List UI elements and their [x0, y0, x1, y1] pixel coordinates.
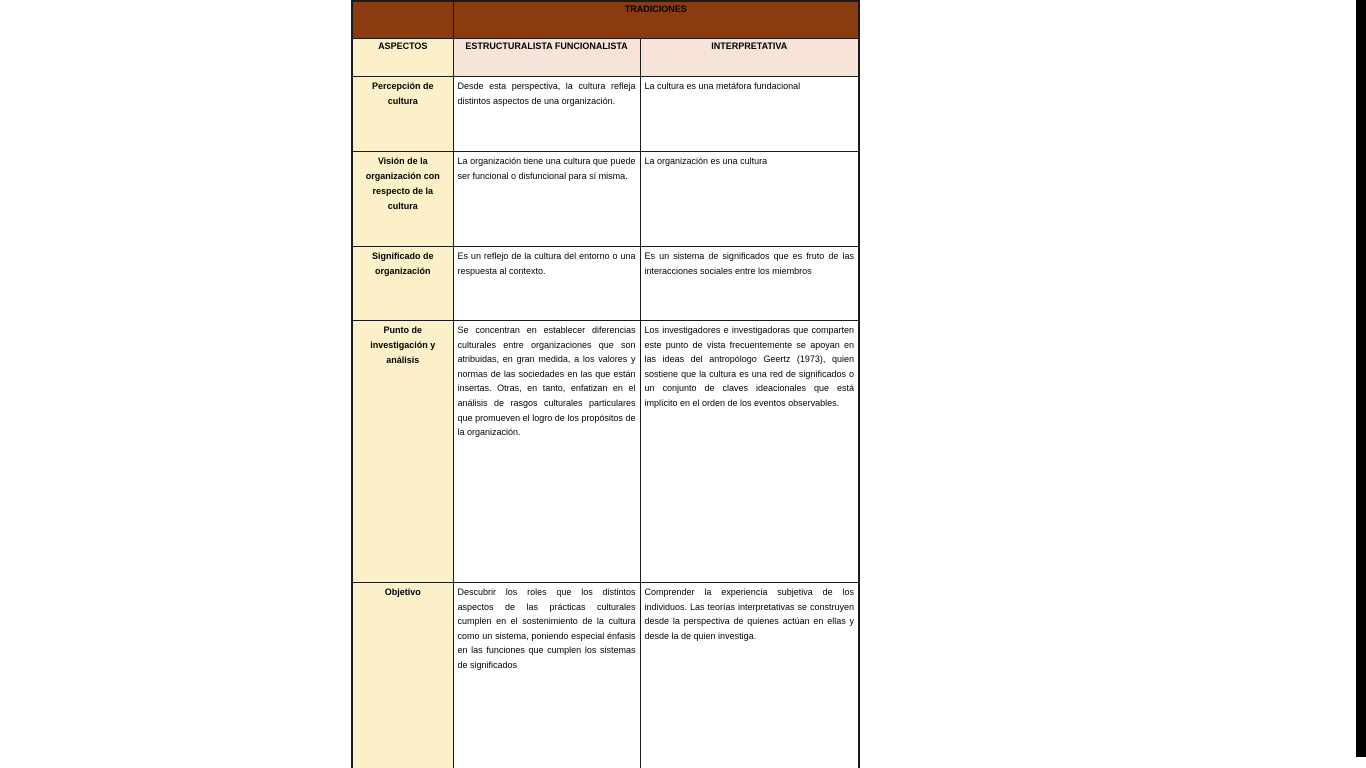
column-header-estructuralista: ESTRUCTURALISTA FUNCIONALISTA [453, 39, 640, 77]
table-row [352, 77, 859, 152]
table-header-row [352, 39, 859, 77]
interpretativa-cell: La organización es una cultura [640, 152, 859, 247]
comparison-table [351, 0, 860, 768]
column-header-interpretativa: INTERPRETATIVA [640, 39, 859, 77]
interpretativa-cell: Los investigadores e investigadoras que comparten este punto de vista frecuentemente se apoyan en las ideas del antropólogo Geertz (1973), quien sostiene que la cultura es una red de significados o un conjunto de claves ideacionales que está implícito en el orden de los eventos observables. [640, 321, 859, 583]
interpretativa-cell: Comprender la experiencia subjetiva de los individuos. Las teorías interpretativas se construyen desde la perspectiva de quienes actúan en ellas y desde la de quien investiga. [640, 583, 859, 768]
table-title: TRADICIONES [453, 1, 859, 39]
table-title-row [352, 1, 859, 39]
estructuralista-cell: Es un reflejo de la cultura del entorno o una respuesta al contexto. [453, 247, 640, 321]
window-edge-bar [1356, 0, 1366, 757]
corner-cell [352, 1, 453, 39]
estructuralista-cell: Descubrir los roles que los distintos aspectos de las prácticas culturales cumplen en el sostenimiento de la cultura como un sistema, poniendo especial énfasis en las funciones que cumplen los sistemas de significados [453, 583, 640, 768]
aspect-label: Percepción de cultura [352, 77, 453, 152]
aspect-label: Punto de investigación y análisis [352, 321, 453, 583]
table-row [352, 152, 859, 247]
estructuralista-cell: La organización tiene una cultura que puede ser funcional o disfuncional para sí misma. [453, 152, 640, 247]
aspect-label: Objetivo [352, 583, 453, 768]
interpretativa-cell: La cultura es una metáfora fundacional [640, 77, 859, 152]
interpretativa-cell: Es un sistema de significados que es fruto de las interacciones sociales entre los miembros [640, 247, 859, 321]
table-row [352, 583, 859, 768]
column-header-aspectos: ASPECTOS [352, 39, 453, 77]
aspect-label: Significado de organización [352, 247, 453, 321]
aspect-label: Visión de la organización con respecto de la cultura [352, 152, 453, 247]
estructuralista-cell: Desde esta perspectiva, la cultura refleja distintos aspectos de una organización. [453, 77, 640, 152]
table-row [352, 321, 859, 583]
estructuralista-cell: Se concentran en establecer diferencias culturales entre organizaciones que son atribuidas, en gran medida, a los valores y normas de las sociedades en las que están insertas. Otras, en tanto, enfatizan en el análisis de rasgos culturales particulares que promueven el logro de los propósitos de la organización. [453, 321, 640, 583]
table-row [352, 247, 859, 321]
